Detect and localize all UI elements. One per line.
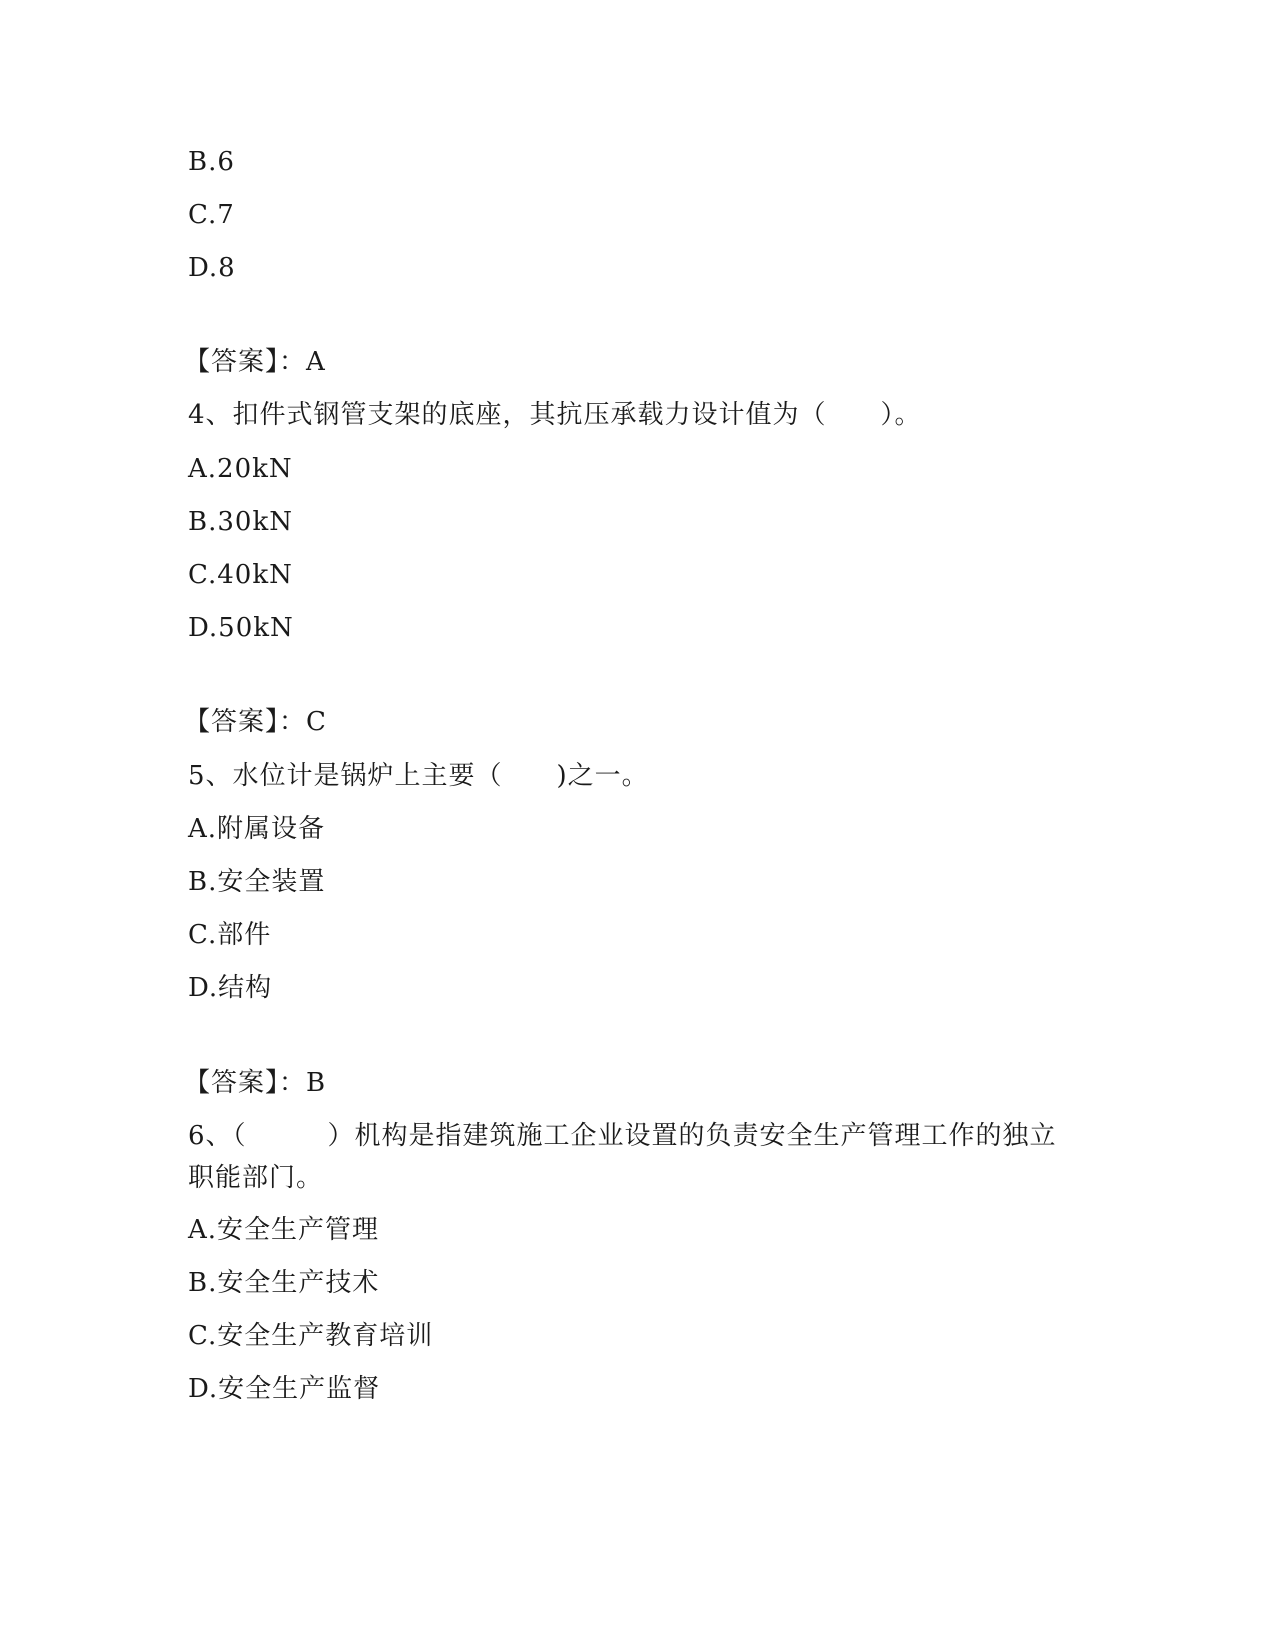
- option-b: B.安全装置: [188, 867, 326, 897]
- option-a: A.安全生产管理: [188, 1215, 380, 1245]
- option-b: B.6: [188, 147, 235, 177]
- answer-line: 【答案】：B: [184, 1068, 327, 1098]
- question-4-text: 4、扣件式钢管支架的底座，其抗压承载力设计值为（ ）。: [188, 400, 922, 430]
- option-a: A.20kN: [188, 454, 293, 484]
- option-c: C.40kN: [188, 560, 293, 590]
- option-d: D.50kN: [188, 613, 294, 643]
- option-c: C.部件: [188, 920, 272, 950]
- option-b: B.30kN: [188, 507, 293, 537]
- question-6-text: 6、（ ）机构是指建筑施工企业设置的负责安全生产管理工作的独立职能部门。: [188, 1121, 1057, 1193]
- question-5-text: 5、水位计是锅炉上主要（ )之一。: [188, 761, 649, 791]
- option-d: D.8: [188, 253, 236, 283]
- answer-line: 【答案】：C: [184, 707, 327, 737]
- option-c: C.7: [188, 200, 235, 230]
- answer-line: 【答案】：A: [184, 347, 326, 377]
- option-d: D.安全生产监督: [188, 1374, 381, 1404]
- option-a: A.附属设备: [188, 814, 326, 844]
- option-d: D.结构: [188, 973, 273, 1003]
- option-b: B.安全生产技术: [188, 1268, 380, 1298]
- option-c: C.安全生产教育培训: [188, 1321, 434, 1351]
